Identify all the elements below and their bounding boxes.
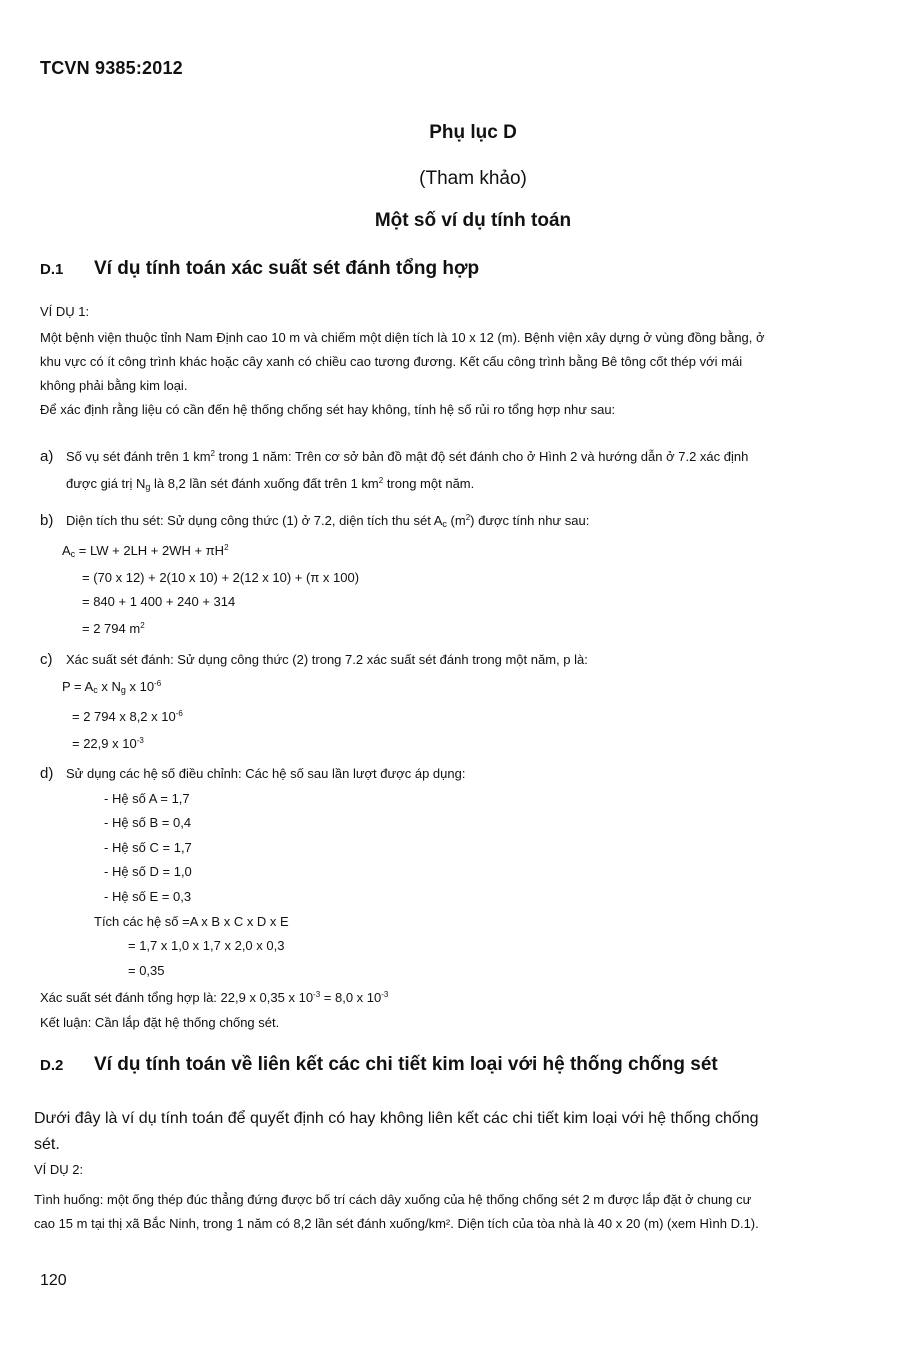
intro-line: khu vực có ít công trình khác hoặc cây xanh có chiều cao tương đương. Kết cấu công trình bằng Bê tông cốt thép với mái bbox=[40, 354, 743, 369]
item-b-text: (m bbox=[446, 513, 466, 528]
item-b-text: ) được tính như sau: bbox=[470, 513, 590, 528]
item-a-text: Số vụ sét đánh trên 1 km bbox=[66, 449, 211, 464]
appendix-main-title: Một số ví dụ tính toán bbox=[374, 210, 572, 231]
intro-line: Để xác định rằng liệu có cần đến hệ thống chống sét hay không, tính hệ số rủi ro tổng hợp như sau: bbox=[40, 402, 616, 417]
product-step: = 0,35 bbox=[128, 962, 165, 978]
subscript: g bbox=[120, 685, 126, 695]
item-a-text: trong 1 năm: Trên cơ sở bản đồ mật độ sét đánh cho ở Hình 2 và hướng dẫn ở 7.2 xác định bbox=[214, 449, 749, 464]
item-label: c) bbox=[40, 651, 53, 668]
section2-intro-line: Dưới đây là ví dụ tính toán để quyết định có hay không liên kết các chi tiết kim loại với hệ thống chống bbox=[34, 1110, 759, 1127]
section2-intro-line: sét. bbox=[34, 1136, 60, 1153]
factor-item: - Hệ số A = 1,7 bbox=[104, 790, 190, 806]
superscript: -6 bbox=[154, 679, 162, 688]
formula-step: = 22,9 x $10^{-3}$ bbox=[72, 736, 144, 751]
superscript: 2 bbox=[140, 621, 145, 630]
standard-code: TCVN 9385:2012 bbox=[40, 58, 183, 78]
section-number: D.1 bbox=[40, 261, 64, 278]
formula-step: = 840 + 1 400 + 240 + 314 bbox=[82, 594, 236, 609]
item-a-text: trong một năm. bbox=[383, 476, 475, 491]
situation-line: cao 15 m tại thị xã Bắc Ninh, trong 1 năm có 8,2 lần sét đánh xuống/km². Diện tích của tòa nhà là 40 x 20 (m) (xem Hình D.1). bbox=[34, 1216, 759, 1231]
item-d-text: Sử dụng các hệ số điều chỉnh: Các hệ số sau lần lượt được áp dụng: bbox=[66, 766, 466, 781]
section-heading-d1 bbox=[40, 258, 479, 280]
conclusion: Kết luận: Cần lắp đặt hệ thống chống sét. bbox=[40, 1014, 280, 1030]
intro-line: không phải bằng kim loại. bbox=[40, 378, 188, 393]
section-heading-d2 bbox=[40, 1054, 718, 1076]
item-a bbox=[40, 442, 748, 499]
item-b-text: Diện tích thu sét: Sử dụng công thức (1) ở 7.2, diện tích thu sét A bbox=[66, 513, 443, 528]
item-c-text: Xác suất sét đánh: Sử dụng công thức (2) trong 7.2 xác suất sét đánh trong một năm, p là: bbox=[66, 652, 588, 667]
item-label: a) bbox=[40, 448, 54, 465]
superscript: 2 bbox=[465, 513, 471, 522]
subscript: c bbox=[93, 685, 98, 695]
section-number: D.2 bbox=[40, 1057, 64, 1074]
superscript: 2 bbox=[224, 543, 229, 552]
intro-line: Một bệnh viện thuộc tỉnh Nam Định cao 10 m và chiếm một diện tích là 10 x 12 (m). Bệnh viện xây dựng ở vùng đồng bằng, ở bbox=[40, 330, 765, 345]
item-a-text: là 8,2 lần sét đánh xuống đất trên 1 km bbox=[150, 476, 379, 491]
section2-intro bbox=[34, 1106, 759, 1158]
formula-step: = 2 794 $m^2$ bbox=[82, 621, 145, 636]
superscript: -3 bbox=[136, 736, 144, 745]
formula-step: = 2 794 x 8,2 x $10^{-6}$ bbox=[72, 709, 183, 724]
factor-item: - Hệ số E = 0,3 bbox=[104, 888, 192, 904]
example-label: VÍ DỤ 2: bbox=[34, 1162, 84, 1177]
page-number: 120 bbox=[40, 1272, 67, 1289]
subscript: g bbox=[145, 482, 151, 492]
product-formula: Tích các hệ số =A x B x C x D x E bbox=[94, 913, 289, 929]
subscript: c bbox=[70, 549, 76, 559]
factor-item: - Hệ số B = 0,4 bbox=[104, 815, 192, 831]
superscript: -3 bbox=[313, 990, 321, 1000]
formula-area bbox=[40, 536, 589, 566]
situation-line: Tình huống: một ống thép đúc thẳng đứng được bố trí cách dây xuống của hệ thống chống sét 2 m được lắp đặt ở chung cư bbox=[34, 1192, 752, 1207]
subscript: c bbox=[442, 519, 447, 529]
item-label: d) bbox=[40, 765, 54, 782]
item-b bbox=[40, 506, 589, 641]
formula-probability: $P = A_c$ x $N_g$ x $10^{-6}$ bbox=[62, 679, 162, 695]
factor-item: - Hệ số D = 1,0 bbox=[104, 864, 192, 880]
superscript: -3 bbox=[381, 990, 389, 1000]
product-step: = 1,7 x 1,0 x 1,7 x 2,0 x 0,3 bbox=[128, 938, 285, 954]
situation-paragraph bbox=[34, 1188, 759, 1236]
superscript: 2 bbox=[210, 449, 215, 458]
superscript: -6 bbox=[175, 709, 183, 718]
appendix-reference-note: (Tham khảo) bbox=[419, 168, 527, 189]
formula-text: = LW + 2LH + 2WH + πH bbox=[75, 543, 225, 558]
superscript: 2 bbox=[378, 476, 384, 485]
example-label: VÍ DỤ 1: bbox=[40, 304, 90, 319]
appendix-title: Phụ lục D bbox=[429, 122, 517, 143]
item-label: b) bbox=[40, 512, 54, 529]
section-title: Ví dụ tính toán về liên kết các chi tiết kim loại với hệ thống chống sét bbox=[94, 1054, 718, 1075]
item-d bbox=[40, 762, 465, 1036]
item-a-text: được giá trị N bbox=[66, 476, 146, 491]
section-title: Ví dụ tính toán xác suất sét đánh tổng hợp bbox=[94, 258, 480, 279]
intro-paragraph bbox=[40, 326, 765, 422]
item-c bbox=[40, 648, 588, 756]
overall-probability: Xác suất sét đánh tổng hợp là: 22,9 x 0,35 x $10^{-3} = 8,0$ x $10^{-3}$ bbox=[40, 990, 389, 1006]
formula-step: = (70 x 12) + 2(10 x 10) + 2(12 x 10) + (π x 100) bbox=[82, 570, 360, 585]
factor-item: - Hệ số C = 1,7 bbox=[104, 839, 192, 855]
formula-text: A bbox=[62, 543, 71, 558]
